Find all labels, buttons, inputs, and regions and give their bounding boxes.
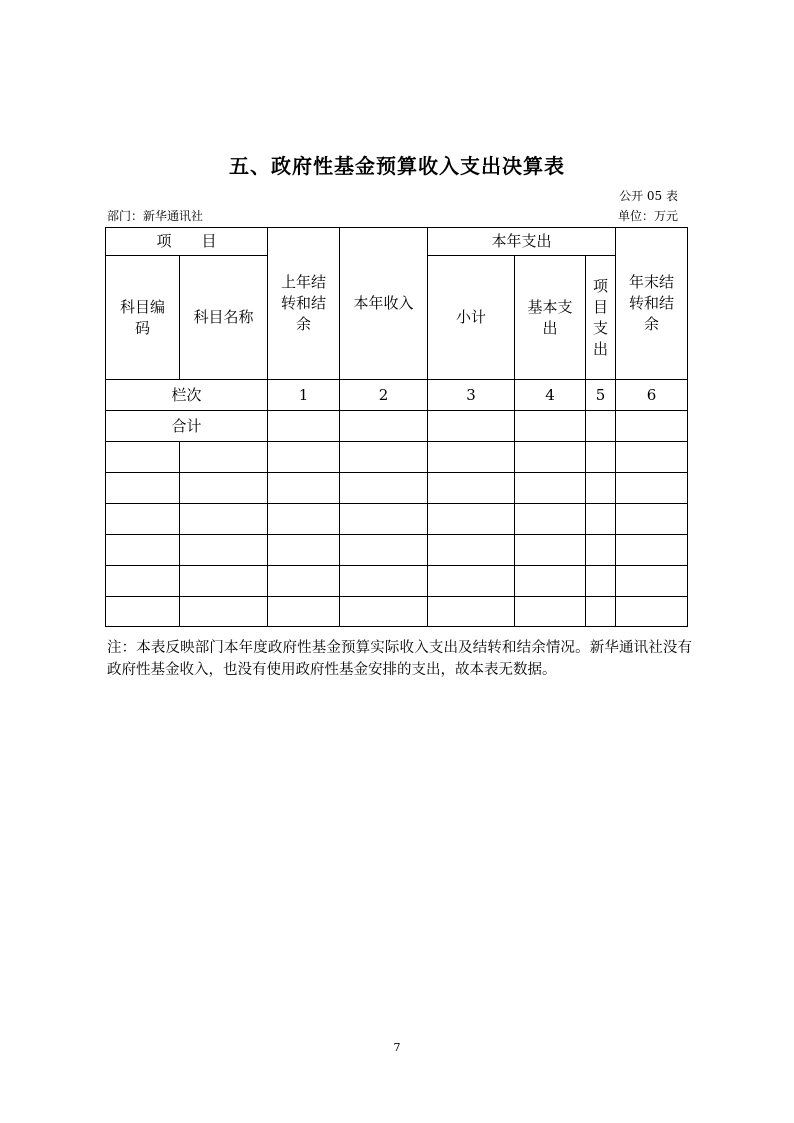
- table-cell: [515, 566, 586, 597]
- table-cell: [586, 442, 616, 473]
- table-cell: [268, 504, 340, 535]
- table-cell: [106, 535, 180, 566]
- table-cell: [340, 566, 428, 597]
- table-cell: [268, 473, 340, 504]
- department-label: 部门：新华通讯社: [107, 209, 204, 223]
- table-cell: [586, 473, 616, 504]
- column-number: 3: [428, 380, 515, 411]
- table-cell: [515, 535, 586, 566]
- table-row: [106, 442, 688, 473]
- column-number: 4: [515, 380, 586, 411]
- table-cell: [340, 535, 428, 566]
- fund-budget-table: [105, 227, 688, 627]
- table-cell: [428, 566, 515, 597]
- table-cell: [268, 597, 340, 627]
- table-cell: [515, 504, 586, 535]
- table-cell: [428, 597, 515, 627]
- column-number-label: 栏次: [106, 380, 268, 411]
- table-cell: [340, 442, 428, 473]
- table-cell: [428, 411, 515, 442]
- table-cell: [586, 535, 616, 566]
- table-cell: [180, 504, 268, 535]
- table-row: [106, 597, 688, 627]
- table-cell: [106, 504, 180, 535]
- header-subject-name: 科目名称: [180, 256, 268, 380]
- table-cell: [106, 442, 180, 473]
- unit-label: 单位：万元: [617, 209, 678, 223]
- header-year-end-balance: 年末结转和结余: [616, 228, 688, 380]
- table-cell: [586, 504, 616, 535]
- table-cell: [340, 473, 428, 504]
- table-cell: [616, 597, 688, 627]
- table-cell: [268, 535, 340, 566]
- table-cell: [428, 535, 515, 566]
- page-number: 7: [393, 1041, 401, 1054]
- table-cell: [180, 597, 268, 627]
- table-cell: [586, 597, 616, 627]
- table-cell: [515, 597, 586, 627]
- table-cell: [180, 535, 268, 566]
- table-cell: [616, 566, 688, 597]
- table-cell: [616, 535, 688, 566]
- table-cell: [616, 442, 688, 473]
- fund-table-container: [105, 227, 687, 625]
- table-row: [106, 504, 688, 535]
- column-number: 1: [268, 380, 340, 411]
- table-cell: [268, 411, 340, 442]
- header-row-1: [106, 228, 688, 256]
- header-item: 项 目: [106, 228, 268, 256]
- table-cell: [515, 411, 586, 442]
- form-number: 公开 05 表: [619, 189, 678, 203]
- column-number: 5: [586, 380, 616, 411]
- table-cell: [586, 566, 616, 597]
- header-current-expense: 本年支出: [428, 228, 616, 256]
- header-subject-code: 科目编码: [106, 256, 180, 380]
- table-cell: [616, 504, 688, 535]
- column-number-row: [106, 380, 688, 411]
- table-row: [106, 566, 688, 597]
- table-cell: [180, 566, 268, 597]
- table-cell: [428, 473, 515, 504]
- table-cell: [428, 504, 515, 535]
- total-label: 合计: [106, 411, 268, 442]
- column-number: 6: [616, 380, 688, 411]
- header-current-income: 本年收入: [340, 228, 428, 380]
- table-cell: [616, 473, 688, 504]
- table-cell: [340, 597, 428, 627]
- table-cell: [616, 411, 688, 442]
- table-cell: [340, 504, 428, 535]
- table-cell: [515, 442, 586, 473]
- table-cell: [106, 597, 180, 627]
- table-cell: [515, 473, 586, 504]
- header-basic-expense: 基本支出: [515, 256, 586, 380]
- table-row: [106, 535, 688, 566]
- table-cell: [180, 442, 268, 473]
- header-prev-balance: 上年结转和结余: [268, 228, 340, 380]
- table-cell: [268, 442, 340, 473]
- header-subtotal: 小计: [428, 256, 515, 380]
- column-number: 2: [340, 380, 428, 411]
- table-cell: [268, 566, 340, 597]
- table-cell: [428, 442, 515, 473]
- table-cell: [106, 473, 180, 504]
- header-project-expense: 项目支出: [586, 256, 616, 380]
- total-row: [106, 411, 688, 442]
- table-note: 注：本表反映部门本年度政府性基金预算实际收入支出及结转和结余情况。新华通讯社没有政府性基金收入，也没有使用政府性基金安排的支出，故本表无数据。: [107, 640, 692, 678]
- table-cell: [180, 473, 268, 504]
- page-title: 五、政府性基金预算收入支出决算表: [229, 154, 565, 178]
- table-cell: [586, 411, 616, 442]
- table-cell: [340, 411, 428, 442]
- table-row: [106, 473, 688, 504]
- table-cell: [106, 566, 180, 597]
